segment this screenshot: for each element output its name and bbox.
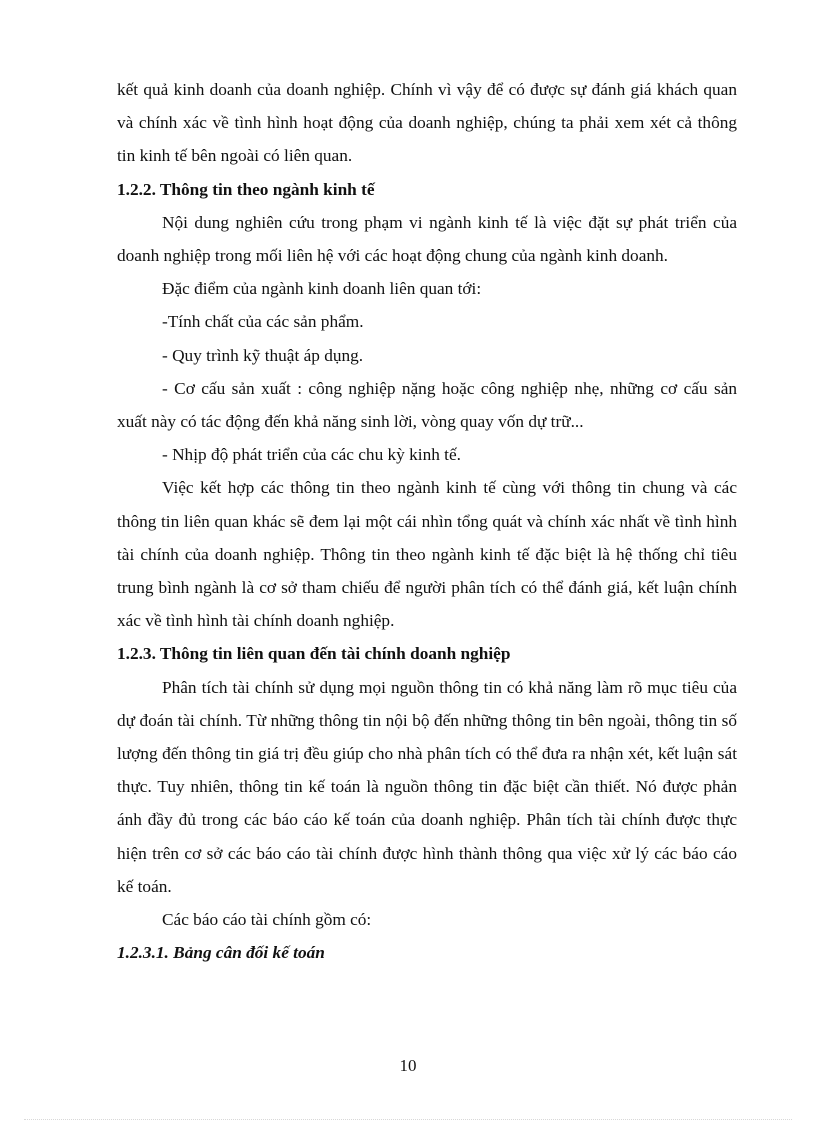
paragraph-industry-scope: Nội dung nghiên cứu trong phạm vi ngành kinh tế là việc đặt sự phát triển của doanh nghiệp trong mối liên hệ với các hoạt động chung của ngành kinh doanh. (117, 212, 737, 266)
paragraph-financial-reports-list: Các báo cáo tài chính gồm có: (162, 910, 372, 930)
paragraph-industry-features: Đặc điểm của ngành kinh doanh liên quan tới: (162, 279, 482, 299)
paragraph-financial-analysis-sources: Phân tích tài chính sử dụng mọi nguồn thông tin có khả năng làm rõ mục tiêu của dự đoán tài chính. Từ những thông tin nội bộ đến những thông tin bên ngoài, thông tin số lượng đến thông tin giá trị đều giúp cho nhà phân tích có thể đưa ra nhận xét, kết luận sát thực. Tuy nhiên, thông tin kế toán là nguồn thông tin đặc biệt cần thiết. Nó được phản ánh đầy đủ trong các báo cáo kế toán của doanh nghiệp. Phân tích tài chính được thực hiện trên cơ sở các báo cáo tài chính được hình thành thông qua việc xử lý các báo cáo kế toán. (117, 677, 737, 896)
heading-1-2-3: 1.2.3. Thông tin liên quan đến tài chính doanh nghiệp (117, 644, 511, 664)
list-item-product-nature: -Tính chất của các sản phẩm. (162, 312, 364, 332)
heading-1-2-2: 1.2.2. Thông tin theo ngành kinh tế (117, 179, 375, 199)
paragraph-combining-information: Việc kết hợp các thông tin theo ngành kinh tế cùng với thông tin chung và các thông tin liên quan khác sẽ đem lại một cái nhìn tổng quát và chính xác nhất về tình hình tài chính của doanh nghiệp. Thông tin theo ngành kinh tế đặc biệt là hệ thống chỉ tiêu trung bình ngành là cơ sở tham chiếu để người phân tích có thể đánh giá, kết luận chính xác về tình hình tài chính doanh nghiệp. (117, 478, 737, 631)
page-bottom-divider (24, 1119, 792, 1120)
paragraph-continuation: kết quả kinh doanh của doanh nghiệp. Chính vì vậy để có được sự đánh giá khách quan và chính xác về tình hình hoạt động của doanh nghiệp, chúng ta phải xem xét cả thông tin kinh tế bên ngoài có liên quan. (117, 80, 737, 166)
page-body (117, 73, 737, 969)
list-item-technical-process: - Quy trình kỹ thuật áp dụng. (162, 345, 364, 365)
list-item-economic-cycles: - Nhịp độ phát triển của các chu kỳ kinh tế. (162, 445, 461, 465)
heading-1-2-3-1: 1.2.3.1. Bảng cân đối kế toán (117, 943, 325, 963)
list-item-production-structure: - Cơ cấu sản xuất : công nghiệp nặng hoặc công nghiệp nhẹ, những cơ cấu sản xuất này có tác động đến khả năng sinh lời, vòng quay vốn dự trữ... (117, 378, 737, 432)
page-number: 10 (399, 1056, 417, 1075)
